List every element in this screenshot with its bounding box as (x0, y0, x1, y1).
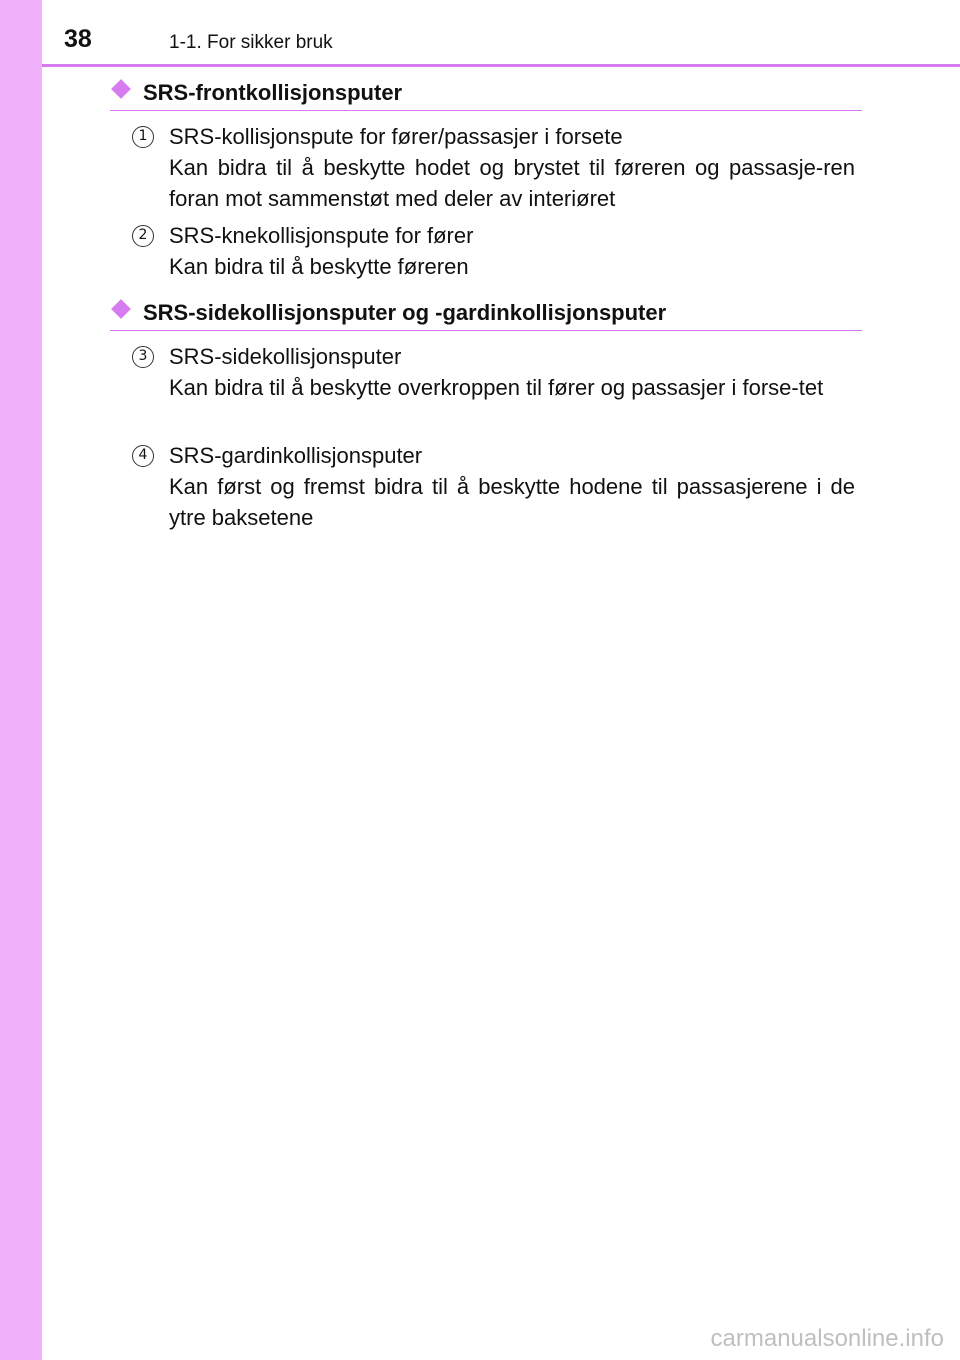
watermark-link[interactable]: carmanualsonline.info (710, 1325, 944, 1352)
diamond-bullet-icon (111, 299, 131, 319)
section-heading-front-airbags (110, 70, 862, 111)
chapter-title: 1-1. For sikker bruk (169, 32, 333, 53)
diamond-bullet-icon (111, 79, 131, 99)
item-number-badge: 2 (132, 225, 154, 247)
section-title: SRS-sidekollisjonsputer og -gardinkollisjonsputer (143, 300, 667, 325)
item-title: SRS-kollisjonspute for fører/passasjer i forsete (169, 124, 623, 149)
item-description: Kan først og fremst bidra til å beskytte hodene til passasjerene i de ytre baksetene (169, 474, 855, 530)
header-rule (42, 64, 960, 67)
item-description: Kan bidra til å beskytte hodet og brystet til føreren og passasje-ren foran mot sammenstøt med deler av interiøret (169, 155, 855, 211)
side-color-band (0, 0, 42, 1360)
item-number-badge: 4 (132, 445, 154, 467)
item-title: SRS-sidekollisjonsputer (169, 344, 402, 369)
section-title: SRS-frontkollisjonsputer (143, 80, 403, 105)
page-number: 38 (64, 25, 92, 53)
section-heading-side-curtain-airbags (110, 290, 862, 331)
item-number-badge: 1 (132, 126, 154, 148)
item-description: Kan bidra til å beskytte overkroppen til fører og passasjer i forse-tet (169, 375, 824, 400)
item-title: SRS-knekollisjonspute for fører (169, 223, 474, 248)
item-title: SRS-gardinkollisjonsputer (169, 443, 423, 468)
item-description: Kan bidra til å beskytte føreren (169, 254, 469, 279)
item-number-badge: 3 (132, 346, 154, 368)
